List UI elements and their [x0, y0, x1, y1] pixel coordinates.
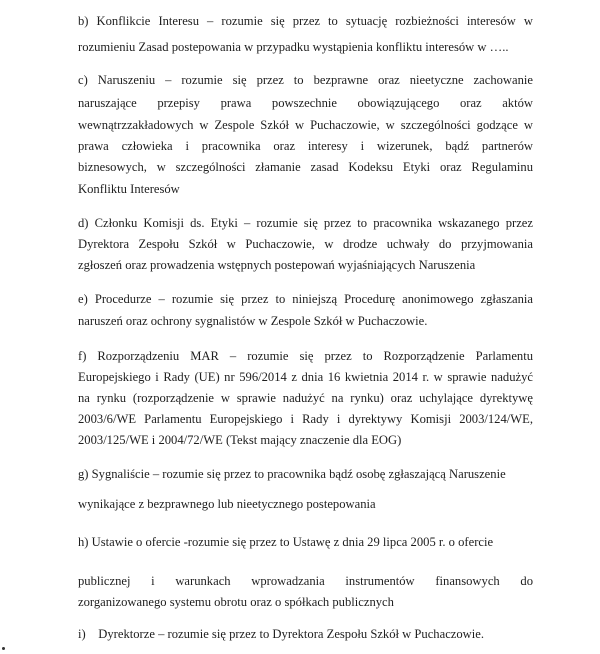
- definition-i-line-1: i) Dyrektorze – rozumie się przez to Dyrektora Zespołu Szkół w Puchaczowie.: [78, 627, 485, 641]
- definition-f-line-4: 2003/6/WE Parlamentu Europejskiego i Rady i dyrektywy Komisji 2003/124/WE,: [78, 412, 533, 426]
- scan-speck: [2, 647, 5, 650]
- definition-c-line-1: c) Naruszeniu – rozumie się przez to bezprawne oraz nieetyczne zachowanie: [78, 73, 533, 87]
- definition-f-line-5: 2003/125/WE i 2004/72/WE (Tekst mający znaczenie dla EOG): [78, 433, 402, 447]
- definition-h-line-2: publicznej i warunkach wprowadzania instrumentów finansowych do: [78, 574, 533, 588]
- definition-c-line-5: biznesowych, w szczególności złamanie zasad Kodeksu Etyki oraz Regulaminu: [78, 160, 533, 174]
- definition-c-line-4: prawa człowieka i pracownika oraz interesy i wizerunek, bądź partnerów: [78, 139, 533, 153]
- definition-e-line-1: e) Procedurze – rozumie się przez to niniejszą Procedurę anonimowego zgłaszania: [78, 292, 533, 306]
- definition-d-line-1: d) Członku Komisji ds. Etyki – rozumie się przez to pracownika wskazanego przez: [78, 216, 533, 230]
- definition-f-line-1: f) Rozporządzeniu MAR – rozumie się przez to Rozporządzenie Parlamentu: [78, 349, 533, 363]
- definition-h-line-1: h) Ustawie o ofercie -rozumie się przez to Ustawę z dnia 29 lipca 2005 r. o ofercie: [78, 535, 494, 549]
- definition-e-line-2: naruszeń oraz ochrony sygnalistów w Zespole Szkół w Puchaczowie.: [78, 314, 428, 328]
- definition-b-line-1: b) Konflikcie Interesu – rozumie się przez to sytuację rozbieżności interesów w: [78, 14, 533, 28]
- definition-c-line-3: wewnątrzzakładowych w Zespole Szkół w Puchaczowie, w szczególności godzące w: [78, 118, 533, 132]
- definition-g-line-2: wynikające z bezprawnego lub nieetycznego postepowania: [78, 497, 376, 511]
- definition-d-line-2: Dyrektora Zespołu Szkół w Puchaczowie, w drodze uchwały do przyjmowania: [78, 237, 533, 251]
- definition-f-line-3: na rynku (rozporządzenie w sprawie nadużyć na rynku) oraz uchylające dyrektywę: [78, 391, 533, 405]
- definition-h-line-3: zorganizowanego systemu obrotu oraz o spółkach publicznych: [78, 595, 394, 609]
- definition-g-line-1: g) Sygnaliście – rozumie się przez to pracownika bądź osobę zgłaszającą Naruszenie: [78, 467, 506, 481]
- definition-c-line-2: naruszające przepisy prawa powszechnie obowiązującego oraz aktów: [78, 96, 533, 110]
- definition-d-line-3: zgłoszeń oraz prowadzenia wstępnych postepowań wyjaśniających Naruszenia: [78, 258, 476, 272]
- definition-b-line-2: rozumieniu Zasad postepowania w przypadku wystąpienia konfliktu interesów w …..: [78, 40, 509, 54]
- definition-f-line-2: Europejskiego i Rady (UE) nr 596/2014 z dnia 16 kwietnia 2014 r. w sprawie nadużyć: [78, 370, 533, 384]
- definition-c-line-6: Konfliktu Interesów: [78, 182, 180, 196]
